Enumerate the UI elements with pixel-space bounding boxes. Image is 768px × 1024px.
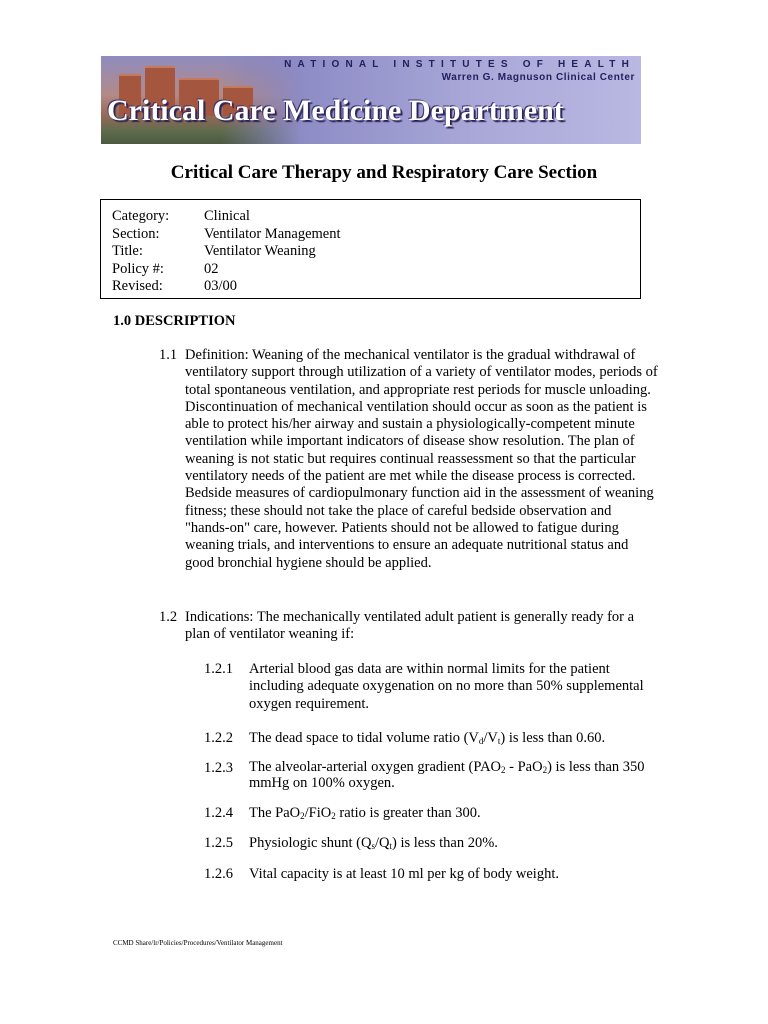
item-number: 1.2.4 <box>204 805 233 821</box>
info-row-policy <box>112 261 219 278</box>
revised-value: 03/00 <box>204 278 238 294</box>
indication-item: Arterial blood gas data are within normal limits for the patient including adequate oxygenation on no more than 50% supplemental oxygen requirement. <box>249 661 644 712</box>
title-value: Ventilator Weaning <box>204 243 316 259</box>
paragraph-number: 1.2 <box>159 609 178 625</box>
department-banner <box>101 56 641 144</box>
item-number: 1.2.1 <box>204 661 233 677</box>
section-value: Ventilator Management <box>204 226 341 242</box>
item-number: 1.2.2 <box>204 730 233 746</box>
nih-label: NATIONAL INSTITUTES OF HEALTH <box>284 59 635 70</box>
indications-paragraph: Indications: The mechanically ventilated adult patient is generally ready for a plan of ventilator weaning if: <box>185 609 635 643</box>
description-heading: 1.0 DESCRIPTION <box>113 313 236 329</box>
info-row-title <box>112 243 316 260</box>
info-row-category <box>112 208 250 225</box>
info-row-section <box>112 226 341 243</box>
section-label: Section: <box>112 226 160 242</box>
policy-label: Policy #: <box>112 261 164 277</box>
category-label: Category: <box>112 208 170 224</box>
item-number: 1.2.5 <box>204 835 233 851</box>
section-title: Critical Care Therapy and Respiratory Care Section <box>170 162 598 183</box>
info-row-revised <box>112 278 237 295</box>
category-value: Clinical <box>204 208 250 224</box>
policy-value: 02 <box>204 261 219 277</box>
indication-item: Physiologic shunt $(Q_s/Q_t)$ is less than 20%. <box>249 835 498 851</box>
title-label: Title: <box>112 243 143 259</box>
indication-item: The dead space to tidal volume ratio $(V_d/V_t)$ is less than 0.60. <box>249 730 606 746</box>
footer-path: CCMD Share/lr/Policies/Procedures/Ventilator Management <box>113 939 283 947</box>
indication-item: The PaO$_2$/FiO$_2$ ratio is greater than 300. <box>249 805 481 821</box>
department-title: Critical Care Medicine Department <box>107 94 564 127</box>
policy-info-box <box>100 199 641 299</box>
item-number: 1.2.6 <box>204 866 233 882</box>
revised-label: Revised: <box>112 278 163 294</box>
item-number: 1.2.3 <box>204 760 233 776</box>
paragraph-number: 1.1 <box>159 347 178 363</box>
indication-item: Vital capacity is at least 10 ml per kg of body weight. <box>249 866 559 882</box>
clinical-center-label: Warren G. Magnuson Clinical Center <box>441 72 635 83</box>
indication-item: The alveolar-arterial oxygen gradient $(PAO_2 - PaO_2)$ is less than 350 mmHg on 100% oxygen. <box>249 759 645 791</box>
definition-paragraph: Definition: Weaning of the mechanical ventilator is the gradual withdrawal of ventilatory support through utilization of a variety of ventilator modes, periods of total spontaneous ventilation, and appropriate rest periods for muscle unloading. Discontinuation of mechanical ventilation should occur as soon as the patient is able to protect his/her airway and sustain a physiologically-competent minute ventilation while important indicators of disease show resolution. The plan of weaning is not static but requires continual reassessment so that the particular ventilatory needs of the patient are met while the disease process is corrected. Bedside measures of cardiopulmonary function aid in the assessment of weaning fitness; these should not take the place of careful bedside observation and "hands-on" care, however. Patients should not be allowed to fatigue during weaning trials, and interventions to ensure an adequate nutritional status and good bronchial hygiene should be applied. <box>185 347 658 571</box>
